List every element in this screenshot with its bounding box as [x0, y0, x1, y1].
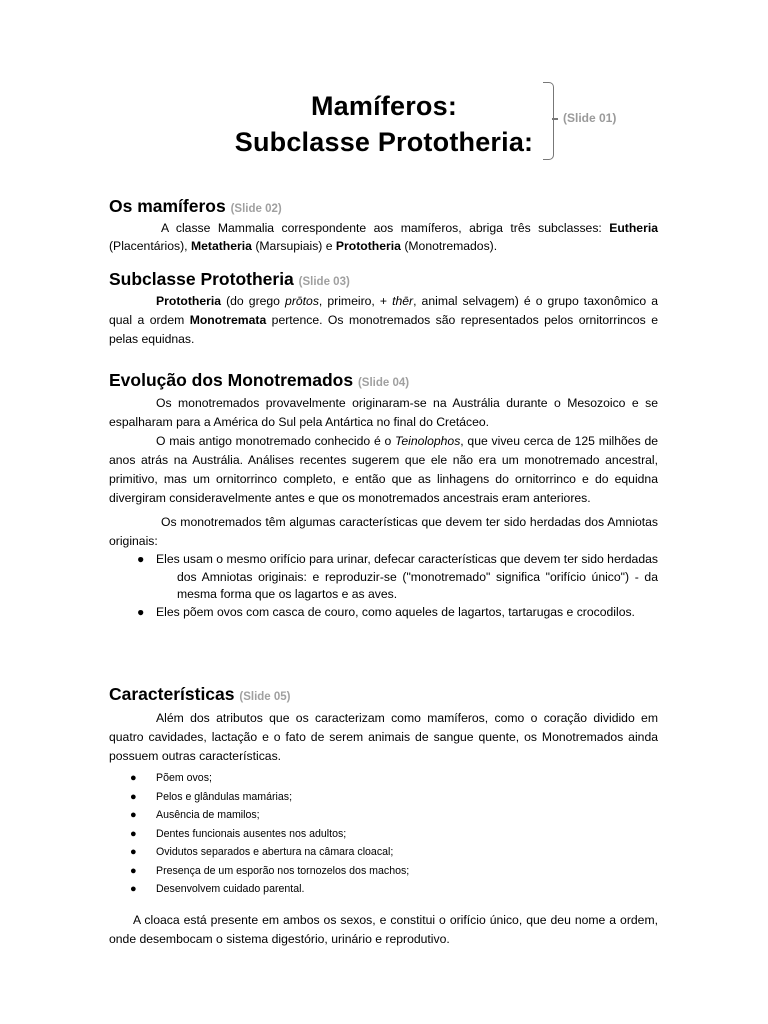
bullet-icon: ●	[130, 827, 137, 840]
title-line-1: Mamíferos:	[310, 91, 458, 121]
bullet-icon: ●	[130, 790, 137, 803]
title-brace-tick	[552, 118, 558, 120]
document-title	[0, 88, 768, 160]
paragraph: Os monotremados têm algumas características que devem ter sido herdadas dos Amniotas originais:	[109, 515, 658, 548]
bullet-icon: ●	[130, 846, 137, 858]
paragraph: Prototheria (do grego prōtos, primeiro, + thēr, animal selvagem) é o grupo taxonômico a qual a ordem Monotremata pertence. Os monotremados são representados pelos ornitorrincos e pelas equidnas.	[109, 294, 658, 346]
list-item: ● Eles põem ovos com casca de couro, como aqueles de lagartos, tartarugas e crocodilos.	[109, 604, 658, 622]
paragraph: O mais antigo monotremado conhecido é o Teinolophos, que viveu cerca de 125 milhões de anos atrás na Austrália. Análises recentes sugerem que ele não era um monotremado ancestral, primitivo, mas um ornitorrinco completo, e então que as linhagens do ornitorrinco e do equidna divergiram consideravelmente antes e que os monotremados ancestrais eram anteriores.	[109, 434, 658, 505]
paragraph: Os monotremados provavelmente originaram-se na Austrália durante o Mesozoico e se espalharam para a América do Sul pela Antártica no final do Cretáceo.	[109, 396, 658, 429]
characteristics-list	[109, 769, 658, 899]
bullet-icon: ●	[137, 552, 145, 566]
list-item: ● Ausência de mamilos;	[109, 806, 658, 825]
section-heading: Os mamíferos (Slide 02)	[109, 196, 282, 216]
title-brace	[543, 82, 554, 160]
section-heading: Evolução dos Monotremados (Slide 04)	[109, 370, 410, 390]
slide-ref: (Slide 02)	[230, 203, 282, 215]
slide-ref: (Slide 05)	[239, 691, 291, 703]
bullet-icon: ●	[137, 604, 145, 619]
paragraph: A classe Mammalia correspondente aos mamíferos, abriga três subclasses: Eutheria (Placentários), Metatheria (Marsupiais) e Prototheria (Monotremados).	[109, 221, 658, 253]
list-item: ● Dentes funcionais ausentes nos adultos;	[109, 825, 658, 844]
bullet-icon: ●	[130, 772, 137, 784]
list-item: ● Pelos e glândulas mamárias;	[109, 788, 658, 807]
section-prototheria	[109, 268, 658, 349]
title-line-2: Subclasse Prototheria:	[234, 127, 534, 157]
section-heading: Subclasse Prototheria (Slide 03)	[109, 269, 350, 289]
paragraph: Além dos atributos que os caracterizam como mamíferos, como o coração dividido em quatro cavidades, lactação e o fato de serem animais de sangue quente, os Monotremados ainda possuem outras características.	[109, 711, 658, 763]
list-item: ● Desenvolvem cuidado parental.	[109, 880, 658, 899]
paragraph: A cloaca está presente em ambos os sexos, e constitui o orifício único, que deu nome a ordem, onde desembocam o sistema digestório, urinário e reprodutivo.	[109, 912, 658, 946]
section-heading: Características (Slide 05)	[109, 684, 291, 704]
slide-ref: (Slide 04)	[357, 377, 410, 389]
list-item: ● Ovidutos separados e abertura na câmara cloacal;	[109, 843, 658, 862]
section-evolucao	[109, 369, 658, 621]
slide-ref: (Slide 03)	[298, 276, 350, 288]
section-caracteristicas	[109, 683, 658, 949]
section-mamiferos	[109, 195, 658, 255]
list-item: ● Presença de um esporão nos tornozelos dos machos;	[109, 862, 658, 881]
title-slide-ref: (Slide 01)	[563, 111, 617, 125]
bullet-list	[109, 551, 658, 621]
bullet-icon: ●	[130, 883, 137, 895]
bullet-icon: ●	[130, 809, 137, 821]
list-item: ● Põem ovos;	[109, 769, 658, 788]
list-item: ● Eles usam o mesmo orifício para urinar, defecar características que devem ter sido herdadas dos Amniotas originais: e reproduzir-se ("monotremado" significa "orifício único") - da mesma forma que os lagartos e as aves.	[137, 552, 658, 601]
bullet-icon: ●	[130, 864, 137, 877]
